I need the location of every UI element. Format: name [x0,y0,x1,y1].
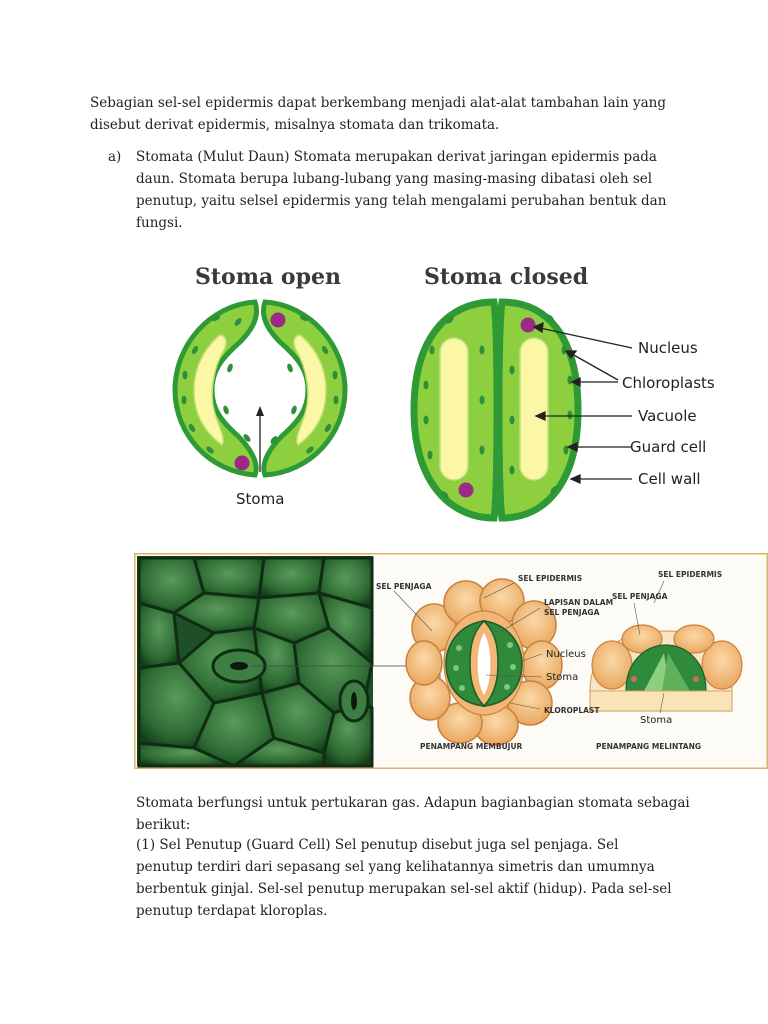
stoma-micrograph-figure [134,553,768,769]
list-marker: a) [108,149,122,165]
stoma-diagram [150,250,730,540]
stoma-label: Stoma [236,490,285,508]
vacuole-label: Vacuole [638,407,697,425]
closed-right-guard-cell [499,302,578,518]
list-item-text: Stomata (Mulut Daun) Stomata merupakan derivat jaringan epidermis pada daun. Stomata berupa lubang-lubang yang masing-masing dibatasi oleh sel penutup, yaitu selsel epidermis yang telah mengalami perubahan bentuk dan fungsi. [136,149,667,231]
sel-penjaga-left-label: SEL PENJAGA [376,582,432,591]
penampang-membujur-label: PENAMPANG MEMBUJUR [420,742,523,751]
lapisan-sel-penjaga-label: SEL PENJAGA [544,608,600,617]
list-item-a [108,146,668,234]
stoma-top-view [406,579,562,745]
cell-wall-label: Cell wall [638,470,701,488]
stoma-label: Stoma [546,672,579,683]
open-left-guard-cell [175,302,257,475]
stoma-open-title: Stoma open [195,264,341,290]
sel-penjaga-right-label: SEL PENJAGA [612,592,668,601]
leaf-epidermis-micrograph [137,556,373,766]
closed-left-guard-cell [414,302,497,518]
guard-cell-paragraph: (1) Sel Penutup (Guard Cell) Sel penutup disebut juga sel penjaga. Sel penutup terdiri dari sepasang sel yang kelihatannya simetris dan umumnya berbentuk ginjal. Sel-sel penutup merupakan sel-sel aktif (hidup). Pada sel-sel penutup terdapat kloroplas. [136,837,672,919]
chloroplasts-label: Chloroplasts [622,374,715,392]
sel-epidermis-label: SEL EPIDERMIS [518,574,583,583]
sel-epidermis-right-label: SEL EPIDERMIS [658,570,723,579]
lapisan-dalam-label: LAPISAN DALAM [544,598,614,607]
function-paragraph: Stomata berfungsi untuk pertukaran gas. Adapun bagianbagian stomata sebagai berikut: [136,795,690,833]
nucleus-label: Nucleus [546,649,586,660]
stoma-right-label: Stoma [640,715,673,726]
kloroplast-label: KLOROPLAST [544,706,600,715]
intro-paragraph: Sebagian sel-sel epidermis dapat berkembang menjadi alat-alat tambahan lain yang disebut derivat epidermis, misalnya stomata dan trikomata. [90,95,666,133]
nucleus-label: Nucleus [638,339,698,357]
open-right-guard-cell [263,302,345,475]
penampang-melintang-label: PENAMPANG MELINTANG [596,742,702,751]
stoma-closed-title: Stoma closed [424,264,589,290]
guard-cell-label: Guard cell [630,438,707,456]
